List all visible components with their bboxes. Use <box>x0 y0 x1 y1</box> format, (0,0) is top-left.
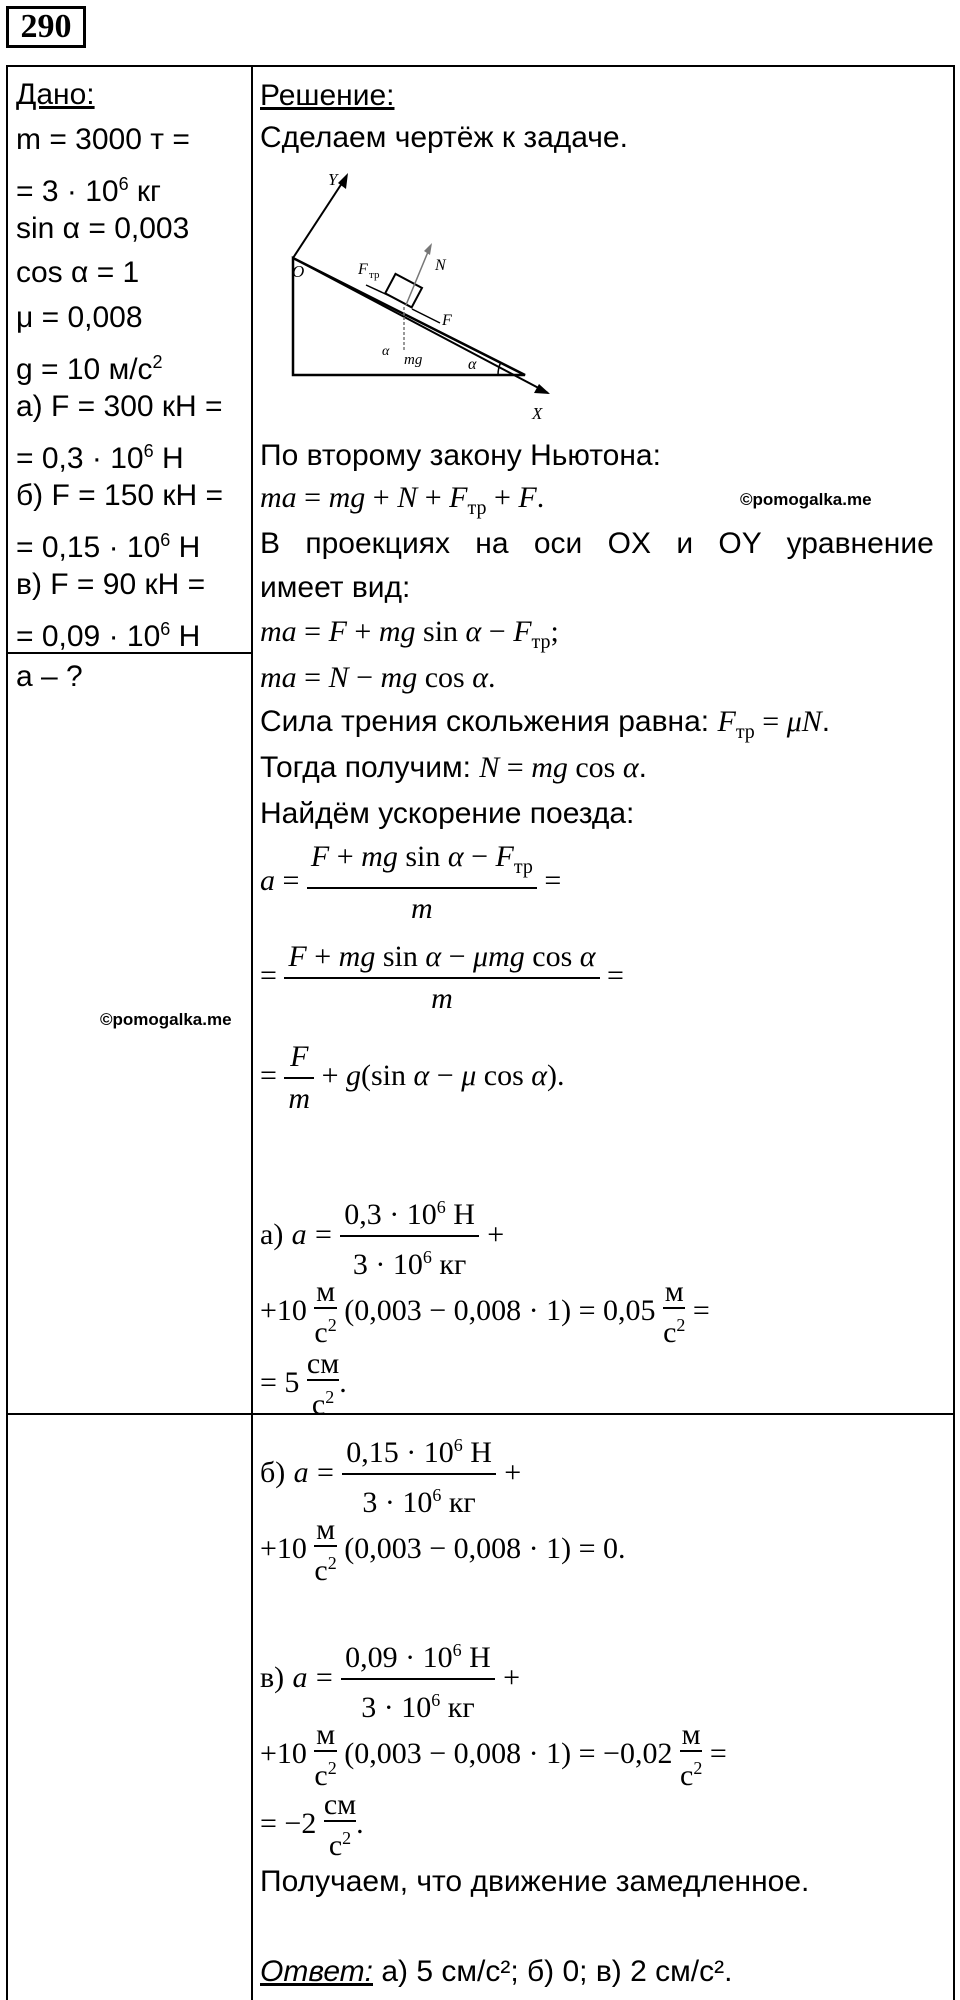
formula-acceleration-3: = $\frac{F}{m}$ + g(sin α − μ cos α). <box>260 1037 565 1119</box>
incline-angle-label: α <box>468 356 477 373</box>
given-line: g = 10 $м/с^2$ <box>16 352 163 386</box>
newton-law-text: По второму закону Ньютона: <box>260 439 661 472</box>
given-line: = $3 \cdot 10^6$ кг <box>16 174 161 208</box>
answer-label: Ответ: <box>260 1955 373 1988</box>
column-divider <box>251 1415 253 2000</box>
given-line: = $0,09 \cdot 10^6$ Н <box>16 619 201 653</box>
given-line: sin α = 0,003 <box>16 211 190 245</box>
gravity-label: mg <box>404 352 423 368</box>
answer-line <box>260 1953 732 1991</box>
problem-number: 290 <box>6 6 86 48</box>
given-line: в) F = 90 кН = <box>16 567 206 601</box>
friction-force-label: F <box>358 261 368 278</box>
watermark: ©pomogalka.me <box>740 490 872 509</box>
case-b-line1: б) a = $\frac{0,15 \cdot 10^6 Н}{3 \cdot 10^6 кг}$ + <box>260 1425 521 1523</box>
case-a-line2: +10 м $с^2$ (0,003 − 0,008 · 1) = 0,05 м $с^2$ = <box>260 1275 710 1349</box>
formula-acceleration-2: = $\frac{\text{F + mg sin α − μmg cos α}}{m}$ = <box>260 937 624 1019</box>
case-a-line1: а) a = $\frac{0,3 \cdot 10^6 Н}{3 \cdot 10^6 кг}$ + <box>260 1187 504 1285</box>
given-block <box>16 73 223 652</box>
given-line: = $0,15 \cdot 10^6$ Н <box>16 530 201 564</box>
case-c-line2: +10 м $с^2$ (0,003 − 0,008 · 1) = −0,02 м $с^2$ = <box>260 1718 727 1792</box>
find-acceleration-text: Найдём ускорение поезда: <box>260 797 635 830</box>
given-line: а) F = 300 кН = <box>16 389 223 423</box>
solution-block-cont <box>260 1415 950 1995</box>
equation-newton: ma = mg + $N + F_{тр} + F$. <box>260 481 545 519</box>
given-line: б) F = 150 кН = <box>16 478 224 512</box>
problem-table-bottom <box>6 1413 955 2000</box>
case-a-line3: = 5 см $с^2$ . <box>260 1347 347 1421</box>
origin-label: O <box>292 262 305 281</box>
given-line: = $0,3 \cdot 10^6$ Н <box>16 441 184 475</box>
conclusion-text: Получаем, что движение замедленное. <box>260 1865 810 1898</box>
watermark: ©pomogalka.me <box>100 1010 232 1029</box>
equation-oy: ma = N − mg cos α. <box>260 661 496 694</box>
find-quantity: a – ? <box>16 660 83 693</box>
then-text: Тогда получим: N = mg cos α. <box>260 751 647 784</box>
given-line: m = 3000 т = <box>16 122 190 156</box>
angle-label: α <box>382 344 390 359</box>
case-c-line1: в) a = $\frac{0,09 \cdot 10^6 Н}{3 \cdot 10^6 кг}$ + <box>260 1630 520 1728</box>
friction-text: Сила трения скольжения равна: $F_{тр} = \mu N$. <box>260 705 831 743</box>
projection-text: В проекциях на оси OX и OY уравнение <box>260 527 934 560</box>
axis-y-label: Y <box>328 170 338 189</box>
axis-x-label: X <box>532 404 543 423</box>
given-line: cos α = 1 <box>16 256 140 289</box>
case-b-line2: +10 м $с^2$ (0,003 − 0,008 · 1) = 0. <box>260 1513 626 1587</box>
applied-force-label: F <box>442 312 452 329</box>
solution-block <box>260 67 950 1421</box>
given-line: μ = 0,008 <box>16 300 143 334</box>
solution-title: Решение: <box>260 79 395 112</box>
solution-intro: Сделаем чертёж к задаче. <box>260 121 628 154</box>
problem-table-top <box>6 65 955 1421</box>
incline-diagram <box>280 167 580 432</box>
projection-text-cont: имеет вид: <box>260 571 411 604</box>
svg-text:тр: тр <box>369 269 380 281</box>
normal-force-label: N <box>435 257 446 274</box>
case-c-line3: = −2 см $с^2$ . <box>260 1788 364 1862</box>
given-title: Дано: <box>16 78 95 111</box>
column-divider <box>251 67 253 1413</box>
answer-text: а) 5 см/с²; б) 0; в) 2 см/с². <box>373 1955 733 1988</box>
equation-ox: ma = F + mg $\sin \alpha - F_{тр}$; <box>260 615 559 653</box>
formula-acceleration-1: a = $\frac{F + mg \sin \alpha - F_{тр}}{m}$ = <box>260 837 561 929</box>
